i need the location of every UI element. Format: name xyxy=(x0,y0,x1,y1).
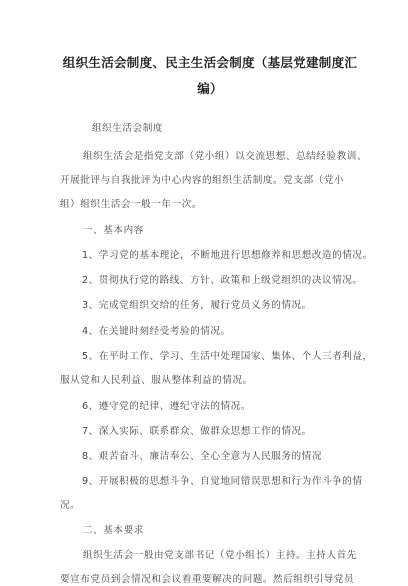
list-item: 6、遵守党的纪律、遵纪守法的情况。 xyxy=(82,401,251,412)
list-item: 2、贯彻执行党的路线、方针、政策和上级党组织的决议情况。 xyxy=(82,275,363,286)
section-heading: 二、基本要求 xyxy=(83,525,144,536)
list-item: 7、深入实际、联系群众、做群众思想工作的情况。 xyxy=(82,426,312,437)
list-item-continuation: 况。 xyxy=(60,500,81,511)
document-title xyxy=(60,50,360,102)
section-title: 组织生活会制度 xyxy=(92,123,164,134)
paragraph-line: 组织生活会一般由党支部书记（党小组长）主持。主持人首先 xyxy=(83,550,357,561)
list-item: 1、学习党的基本理论，不断地进行思想修养和思想改造的情况。 xyxy=(82,250,373,261)
title-line-2: 编） xyxy=(197,81,223,96)
paragraph-line: 组织生活会是指党支部（党小组）以交流思想、总结经验教训、 xyxy=(83,151,368,162)
list-item: 9、开展积极的思想斗争、自觉地同错误思想和行为作斗争的情 xyxy=(82,476,363,487)
title-line-1: 组织生活会制度、民主生活会制度（基层党建制度汇 xyxy=(62,55,358,70)
list-item-continuation: 服从党和人民利益、服从整体利益的情况。 xyxy=(60,375,253,386)
paragraph-line: 要宣布党员到会情况和会议着重要解决的问题。然后组织引导党员 xyxy=(60,574,355,585)
list-item: 4、在关键时刻经受考验的情况。 xyxy=(82,326,231,337)
list-item: 8、艰苦奋斗、廉洁奉公、全心全意为人民服务的情况 xyxy=(82,451,322,462)
paragraph-line: 组）组织生活会一般一年一次。 xyxy=(60,199,203,210)
list-item: 5、在平时工作、学习、生活中处理国家、集体、个人三者利益， xyxy=(82,351,373,362)
list-item: 3、完成党组织交给的任务，履行党员义务的情况。 xyxy=(82,300,312,311)
section-heading: 一、基本内容 xyxy=(83,225,144,236)
paragraph-line: 开展批评与自我批评为中心内容的组织生活制度。党支部（党小 xyxy=(60,175,345,186)
